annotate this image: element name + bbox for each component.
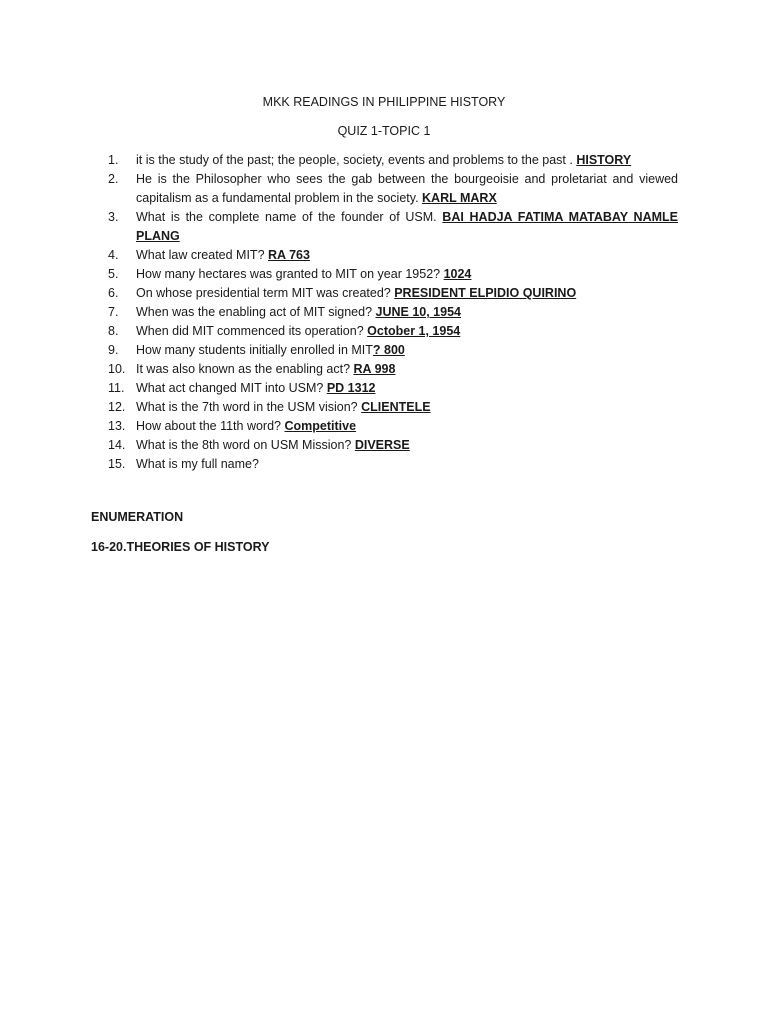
question-number: 15. [108, 457, 126, 471]
question-body [136, 436, 678, 455]
section-theories: 16-20.THEORIES OF HISTORY [91, 540, 270, 554]
question-body [136, 455, 678, 474]
section-enumeration: ENUMERATION [91, 510, 184, 524]
answer-text: Competitive [284, 419, 357, 433]
question-text: What is the complete name of the founder of USM. [136, 210, 443, 224]
question-text: When was the enabling act of MIT signed? [136, 305, 376, 319]
question-item [108, 151, 678, 170]
question-text: How many students initially enrolled in MIT [136, 343, 373, 357]
question-item [108, 322, 678, 341]
question-number: 2. [108, 172, 119, 186]
question-text: He is the Philosopher who sees the gab between the bourgeoisie and proletariat and viewed capitalism as a fundamental problem in the society. [136, 172, 678, 205]
document-title: MKK READINGS IN PHILIPPINE HISTORY [262, 95, 506, 109]
question-body [136, 170, 678, 208]
question-item [108, 246, 678, 265]
question-number: 12. [108, 400, 126, 414]
question-text: What is the 7th word in the USM vision? [136, 400, 362, 414]
question-number: 13. [108, 419, 126, 433]
question-number: 14. [108, 438, 126, 452]
question-text: When did MIT commenced its operation? [136, 324, 368, 338]
question-body [136, 246, 678, 265]
question-item [108, 455, 678, 474]
answer-text: RA 763 [268, 248, 310, 262]
question-body [136, 379, 678, 398]
question-body [136, 265, 678, 284]
question-text: What is my full name? [136, 457, 259, 471]
question-item [108, 170, 678, 208]
question-number: 10. [108, 362, 126, 376]
question-number: 1. [108, 153, 119, 167]
question-body [136, 341, 678, 360]
question-body [136, 151, 678, 170]
answer-text: PD 1312 [326, 381, 376, 395]
quiz-subtitle: QUIZ 1-TOPIC 1 [337, 124, 431, 138]
question-number: 5. [108, 267, 119, 281]
question-text: What law created MIT? [136, 248, 268, 262]
question-text: it is the study of the past; the people, society, events and problems to the past . [136, 153, 577, 167]
question-item [108, 398, 678, 417]
question-text: It was also known as the enabling act? [136, 362, 354, 376]
question-number: 4. [108, 248, 119, 262]
question-body [136, 322, 678, 341]
answer-text: October 1, 1954 [367, 324, 461, 338]
question-text: What act changed MIT into USM? [136, 381, 327, 395]
answer-text: DIVERSE [354, 438, 410, 452]
question-body [136, 303, 678, 322]
question-body [136, 398, 678, 417]
question-text: On whose presidential term MIT was created? [136, 286, 395, 300]
question-body [136, 208, 678, 246]
question-body [136, 360, 678, 379]
question-item [108, 379, 678, 398]
question-item [108, 417, 678, 436]
question-number: 8. [108, 324, 119, 338]
question-item [108, 360, 678, 379]
question-text: What is the 8th word on USM Mission? [136, 438, 355, 452]
question-number: 3. [108, 210, 119, 224]
question-item [108, 436, 678, 455]
question-list [108, 151, 678, 474]
answer-text: KARL MARX [422, 191, 497, 205]
question-text: How many hectares was granted to MIT on year 1952? [136, 267, 444, 281]
question-body [136, 417, 678, 436]
answer-text: PRESIDENT ELPIDIO QUIRINO [394, 286, 577, 300]
question-number: 7. [108, 305, 119, 319]
question-number: 11. [108, 381, 125, 395]
answer-text: RA 998 [353, 362, 396, 376]
answer-text: 1024 [443, 267, 472, 281]
question-item [108, 265, 678, 284]
question-number: 6. [108, 286, 119, 300]
answer-text: BAI HADJA FATIMA MATABAY NAMLE PLANG [136, 210, 678, 243]
question-item [108, 341, 678, 360]
question-item [108, 284, 678, 303]
answer-text: CLIENTELE [361, 400, 431, 414]
answer-text: ? 800 [372, 343, 405, 357]
question-number: 9. [108, 343, 119, 357]
question-item [108, 208, 678, 246]
question-item [108, 303, 678, 322]
answer-text: HISTORY [576, 153, 632, 167]
answer-text: JUNE 10, 1954 [375, 305, 461, 319]
question-text: How about the 11th word? [136, 419, 285, 433]
question-body [136, 284, 678, 303]
